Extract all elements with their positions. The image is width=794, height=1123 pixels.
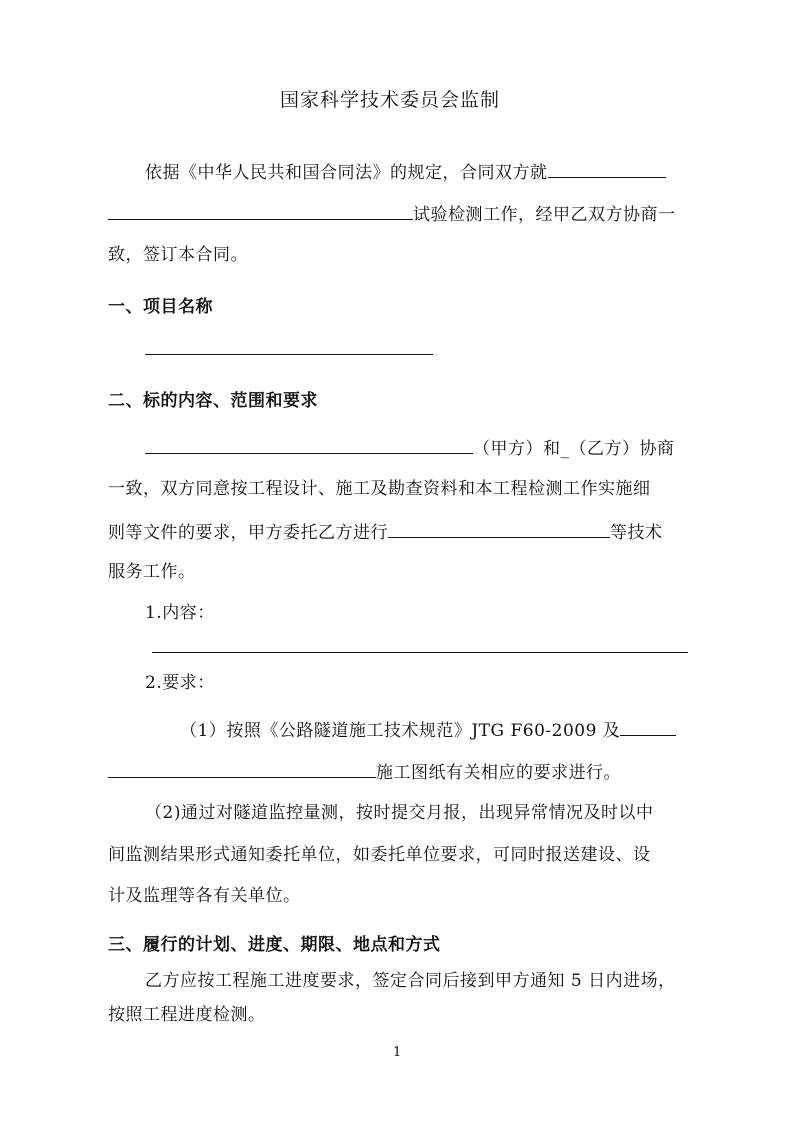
s2-line-3 [108,520,663,544]
s3-line-1: 乙方应按工程施工进度要求，签定合同后接到甲方通知 5 日内进场， [145,971,676,991]
blank-party-a [145,436,473,454]
page-number: 1 [393,1045,402,1060]
req-2-line-3: 计及监理等各有关单位。 [108,886,301,906]
item-content-label: 1.内容： [145,603,215,623]
req-1-text-a: （1）按照《公路隧道施工技术规范》JTG F60-2009 及 [180,721,621,741]
blank-project-field [548,160,666,178]
s2-text-3a: 则等文件的要求，甲方委托乙方进行 [108,523,388,543]
intro-line-1 [145,160,666,184]
section-heading-3: 三、履行的计划、进度、期限、地点和方式 [108,935,441,955]
s3-line-2: 按照工程进度检测。 [108,1005,266,1025]
s2-text-1: （甲方）和_（乙方）协商 [473,439,675,459]
blank-project-field-cont [108,202,413,220]
intro-line-2 [108,202,676,226]
s2-line-1 [145,436,675,460]
s2-text-3b: 等技术 [610,523,663,543]
req-2-line-2: 间监测结果形式通知委托单位，如委托单位要求，可同时报送建设、设 [108,845,651,865]
blank-standard [620,718,676,736]
section-heading-2: 二、标的内容、范围和要求 [108,391,318,411]
intro-text-1: 依据《中华人民共和国合同法》的规定，合同双方就 [145,163,548,183]
item-requirements-label: 2.要求： [145,673,215,693]
blank-service [388,520,610,538]
s2-line-4: 服务工作。 [108,562,196,582]
blank-project-name [145,354,433,355]
s2-line-2: 一致，双方同意按工程设计、施工及勘查资料和本工程检测工作实施细 [108,479,651,499]
intro-line-3: 致，签订本合同。 [108,245,248,265]
req-2-line-1: （2)通过对隧道监控量测，按时提交月报，出现异常情况及时以中 [145,803,654,823]
intro-text-2: 试验检测工作，经甲乙双方协商一 [413,205,676,225]
blank-content [152,652,688,653]
section-heading-1: 一、项目名称 [108,297,213,317]
req-1-line-1 [180,718,676,742]
blank-standard-cont [108,760,376,778]
req-1-text-b: 施工图纸有关相应的要求进行。 [376,763,621,783]
req-1-line-2 [108,760,621,784]
page-title: 国家科学技术委员会监制 [280,89,501,111]
